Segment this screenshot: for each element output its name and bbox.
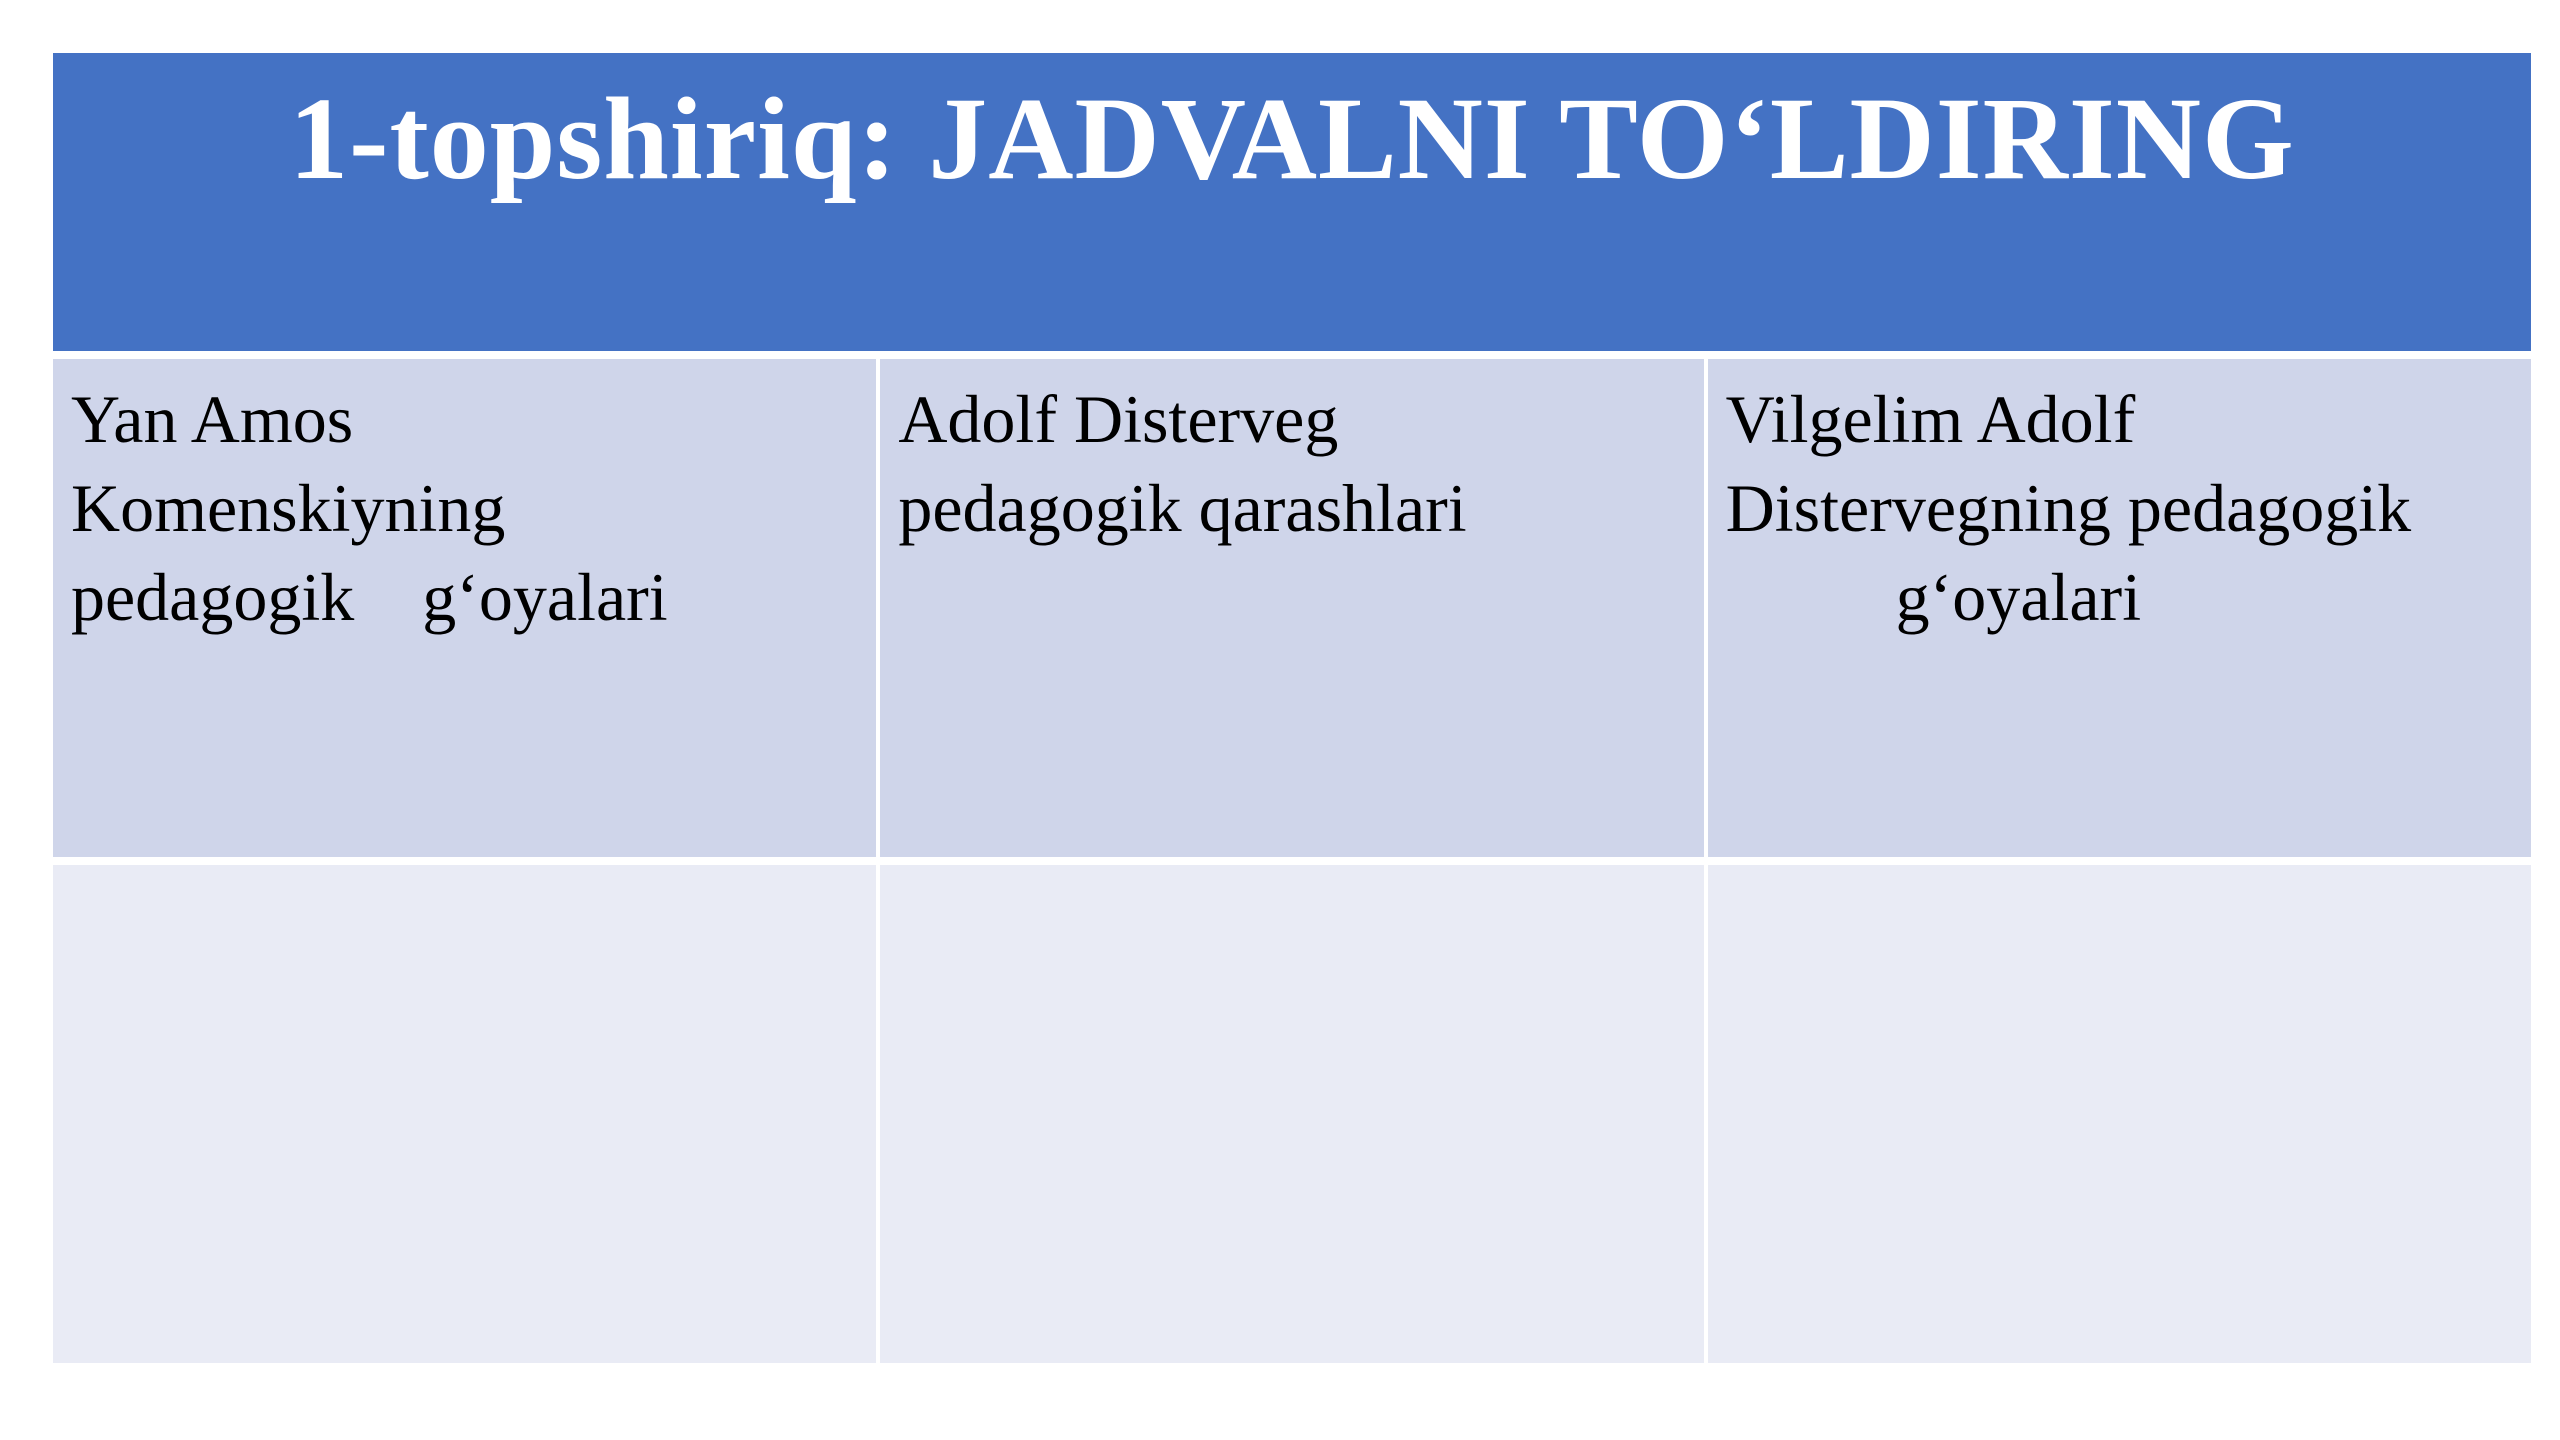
table-cell-empty-2[interactable] bbox=[880, 865, 1703, 1363]
table-cell-empty-3[interactable] bbox=[1708, 865, 2531, 1363]
column-header-disterveg-views: Adolf Disterveg pedagogik qarashlari bbox=[880, 359, 1703, 857]
column-header-disterveg-ideas: Vilgelim Adolf Distervegning pedagogik g‘oyalari bbox=[1708, 359, 2531, 857]
table-title: 1-topshiriq: JADVALNI TO‘LDIRING bbox=[289, 73, 2295, 204]
table-cell-empty-1[interactable] bbox=[53, 865, 876, 1363]
column-header-komenskiy: Yan Amos Komenskiyning pedagogik g‘oyalari bbox=[53, 359, 876, 857]
table-header bbox=[53, 53, 2531, 351]
assignment-table bbox=[53, 53, 2531, 1363]
